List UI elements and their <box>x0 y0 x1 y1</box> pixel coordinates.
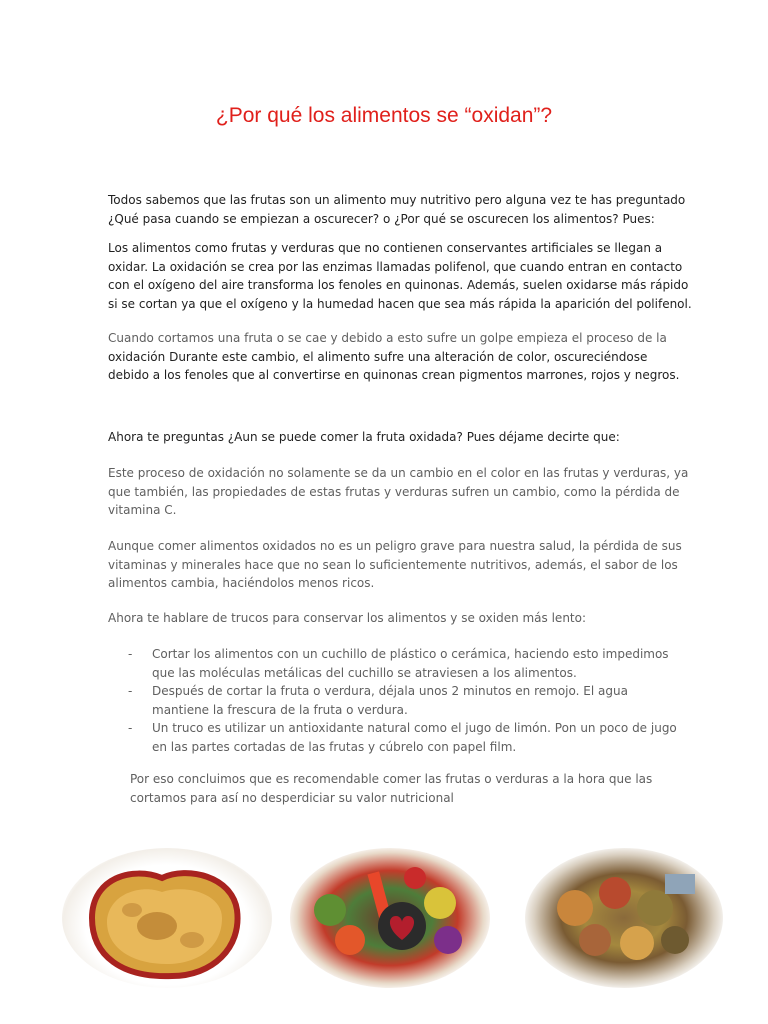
text-line: Los alimentos como frutas y verduras que no contienen conservantes artificiales se llegan a <box>108 241 663 255</box>
text-line: Ahora te preguntas ¿Aun se puede comer la fruta oxidada? Pues déjame decirte que: <box>108 430 620 444</box>
fruit-heart-bowl-illustration <box>290 848 490 988</box>
page-title: ¿Por qué los alimentos se “oxidan”? <box>215 104 553 127</box>
text-line: ¿Qué pasa cuando se empiezan a oscurecer? o ¿Por qué se oscurecen los alimentos? Pues: <box>108 211 655 226</box>
oxidized-apple-illustration <box>62 848 272 988</box>
text-line: que también, las propiedades de estas frutas y verduras sufren un cambio, como la pérdida de <box>108 484 680 499</box>
tips-list <box>128 645 677 756</box>
text-line: en las partes cortadas de las frutas y cúbrelo con papel film. <box>152 739 517 754</box>
oxidized-fruit-pieces-illustration <box>525 848 723 988</box>
text-line: Un truco es utilizar un antioxidante natural como el jugo de limón. Pon un poco de jugo <box>152 721 677 735</box>
text-line: debido a los fenoles que al convertirse en quinonas crean pigmentos marrones, rojos y negros. <box>108 368 680 382</box>
list-item <box>128 645 668 682</box>
intro-paragraph <box>108 191 686 228</box>
text-line: oxidación Durante este cambio, el alimento sufre una alteración de color, oscureciéndose <box>108 349 648 364</box>
text-line: Ahora te hablare de trucos para conservar los alimentos y se oxiden más lento: <box>108 611 587 625</box>
tricks-intro-paragraph <box>108 609 664 628</box>
list-marker: - <box>128 721 133 735</box>
question-paragraph <box>108 428 664 447</box>
health-paragraph <box>108 537 682 593</box>
list-item <box>128 719 677 756</box>
text-line: con el oxígeno del aire transforma los fenoles en quinonas. Además, suelen oxidarse más rápido <box>108 278 689 292</box>
text-line: Todos sabemos que las frutas son un alimento muy nutritivo pero alguna vez te has preguntado <box>108 193 686 207</box>
list-marker: - <box>128 684 133 698</box>
text-line: si se cortan ya que el oxígeno y la humedad hacen que sea más rápida la aparición del polifenol. <box>108 296 692 311</box>
text-line: oxidar. La oxidación se crea por las enzimas llamadas polifenol, que cuando entran en contacto <box>108 259 683 274</box>
cutting-paragraph <box>108 329 680 385</box>
conclusion-paragraph <box>130 770 686 807</box>
text-line: cortamos para así no desperdiciar su valor nutricional <box>130 790 454 805</box>
text-line: Aunque comer alimentos oxidados no es un peligro grave para nuestra salud, la pérdida de sus <box>108 539 682 553</box>
text-line: Cuando cortamos una fruta o se cae y debido a esto sufre un golpe empieza el proceso de la <box>108 331 667 345</box>
fruit-bowl-image <box>290 848 490 988</box>
vitamin-loss-paragraph <box>108 464 689 520</box>
text-line: Por eso concluimos que es recomendable comer las frutas o verduras a la hora que las <box>130 772 653 786</box>
oxidized-apple-image <box>62 848 272 988</box>
text-line: vitamina C. <box>108 503 177 517</box>
text-line: Cortar los alimentos con un cuchillo de plástico o cerámica, haciendo esto impedimos <box>152 647 669 661</box>
text-line: Este proceso de oxidación no solamente se da un cambio en el color en las frutas y verduras, ya <box>108 466 689 480</box>
text-line: alimentos cambia, haciéndolos menos ricos. <box>108 576 375 590</box>
text-line: vitaminas y minerales hace que no sean lo suficientemente nutritivos, además, el sabor de los <box>108 557 678 572</box>
text-line: mantiene la frescura de la fruta o verdura. <box>152 702 408 717</box>
photo-strip <box>0 840 768 990</box>
mixed-fruit-image <box>525 848 723 988</box>
text-line: que las moléculas metálicas del cuchillo se atraviesen a los alimentos. <box>152 665 577 680</box>
list-marker: - <box>128 647 133 661</box>
text-line: Después de cortar la fruta o verdura, déjala unos 2 minutos en remojo. El agua <box>152 684 628 698</box>
oxidation-explanation-paragraph <box>108 239 692 313</box>
list-item <box>128 682 668 719</box>
